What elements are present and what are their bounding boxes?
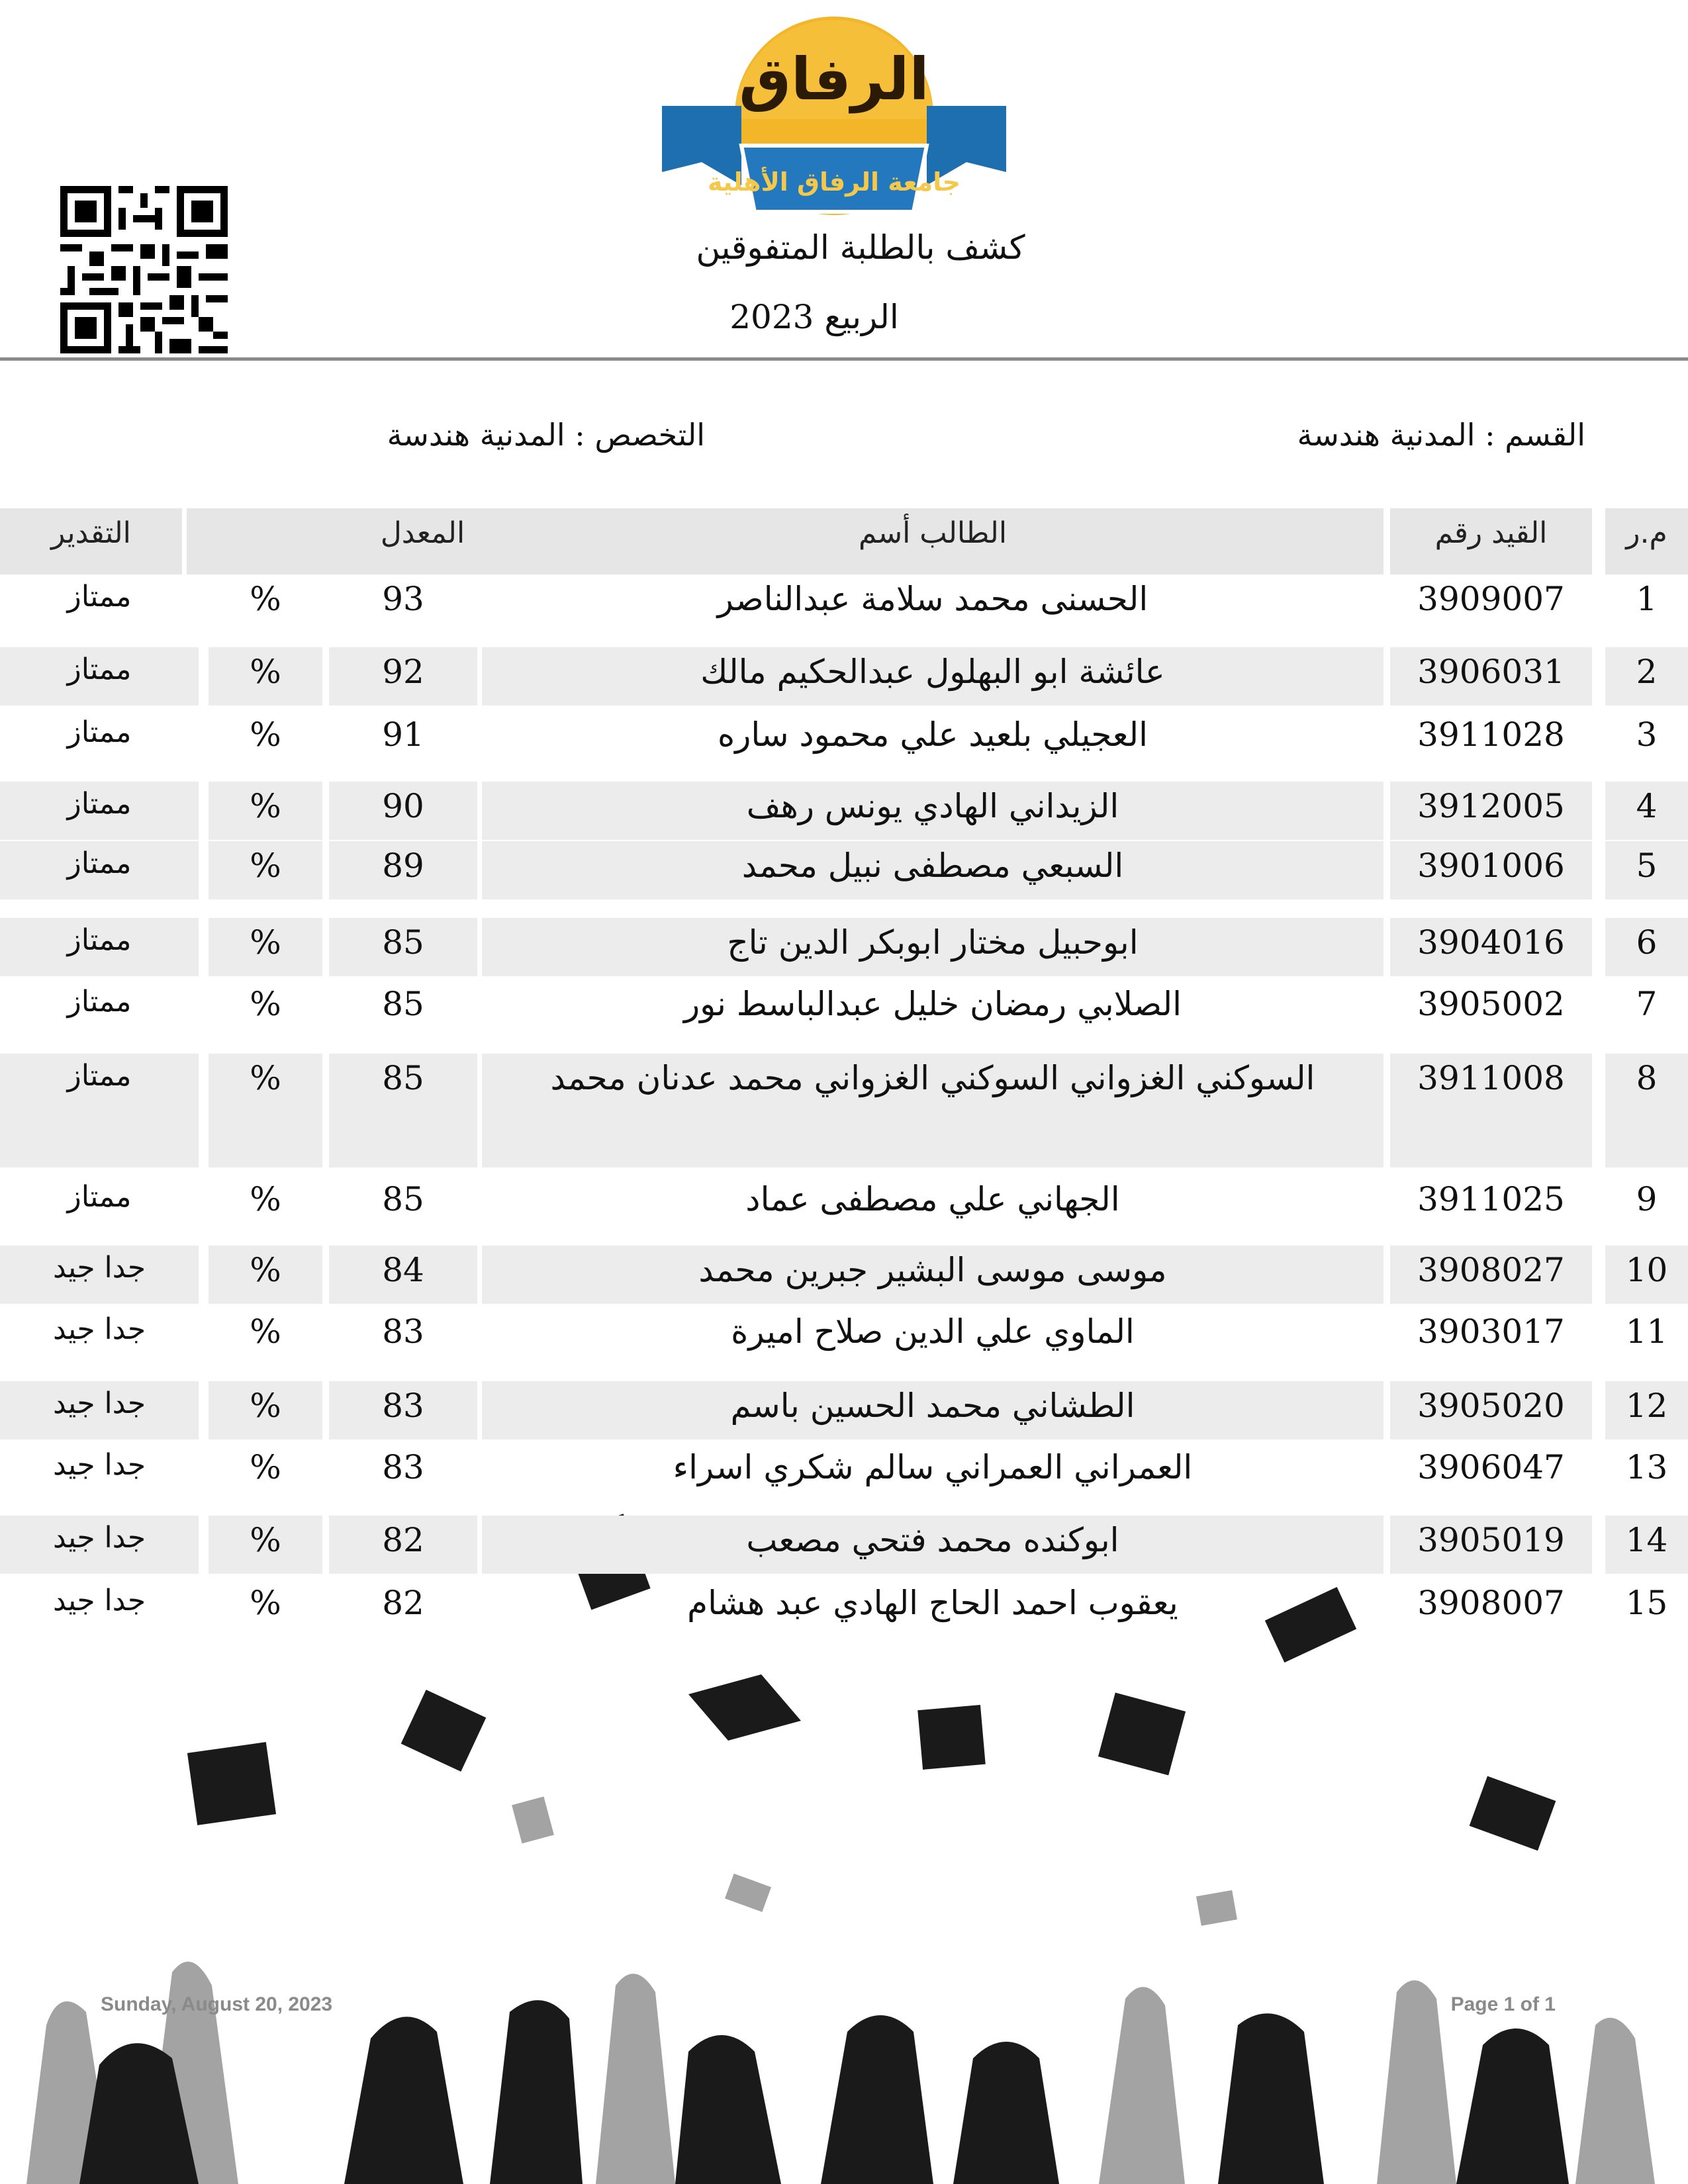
average-value: 91: [382, 715, 424, 754]
column-header-average: المعدل: [187, 508, 659, 574]
percent-sign: %: [209, 1054, 322, 1167]
student-id: 3905002: [1417, 985, 1565, 1023]
footer-page-number: Page 1 of 1: [1450, 1993, 1556, 2015]
average-value: 89: [329, 841, 477, 899]
student-id: 3901006: [1390, 841, 1592, 899]
student-name: الماوي علي الدين صلاح اميرة: [731, 1312, 1135, 1351]
percent-sign: %: [250, 1584, 281, 1622]
student-name: السبعي مصطفى نبيل محمد: [482, 841, 1383, 899]
row-number: 10: [1605, 1246, 1688, 1304]
percent-sign: %: [209, 1246, 322, 1304]
grade: ممتاز: [0, 647, 199, 705]
percent-sign: %: [250, 715, 281, 754]
table-row: [0, 1307, 1688, 1370]
row-number: 8: [1605, 1054, 1688, 1167]
grade: جدا جيد: [52, 1448, 146, 1482]
student-name: موسى موسى البشير جبرين محمد: [482, 1246, 1383, 1304]
grade: ممتاز: [0, 918, 199, 976]
footer-date: Sunday, August 20, 2023: [101, 1993, 333, 2015]
grade: جدا جيد: [0, 1246, 199, 1304]
row-number: 1: [1636, 580, 1658, 618]
average-value: 82: [329, 1516, 477, 1574]
student-id: 3906047: [1417, 1448, 1565, 1486]
average-value: 93: [382, 580, 424, 618]
student-name: يعقوب احمد الحاج الهادي عبد هشام: [687, 1584, 1178, 1622]
student-id: 3911025: [1417, 1180, 1565, 1218]
table-header-row: [0, 508, 1688, 574]
column-header-grade: التقدير: [0, 508, 182, 574]
student-id: 3906031: [1390, 647, 1592, 705]
average-value: 85: [382, 985, 424, 1023]
university-logo: [662, 7, 1006, 225]
student-name: الحسنى محمد سلامة عبدالناصر: [717, 580, 1149, 618]
row-number: 2: [1605, 647, 1688, 705]
table-row: [0, 1516, 1688, 1574]
student-name: عائشة ابو البهلول عبدالحكيم مالك: [482, 647, 1383, 705]
table-row: [0, 1381, 1688, 1439]
percent-sign: %: [209, 647, 322, 705]
row-number: 13: [1625, 1448, 1668, 1486]
column-header-name: الطالب أسم: [482, 508, 1383, 574]
report-term: الربيع 2023: [729, 298, 899, 336]
student-name: السوكني الغزواني السوكني الغزواني محمد عدنان محمد: [482, 1054, 1383, 1167]
grade: ممتاز: [0, 1054, 199, 1167]
student-name: الجهاني علي مصطفى عماد: [745, 1180, 1120, 1218]
grade: جدا جيد: [52, 1584, 146, 1617]
logo-name: الرفاق: [739, 45, 929, 113]
average-value: 84: [329, 1246, 477, 1304]
percent-sign: %: [209, 841, 322, 899]
grade: ممتاز: [0, 841, 199, 899]
percent-sign: %: [209, 782, 322, 840]
grade: ممتاز: [67, 580, 132, 614]
student-id: 3909007: [1417, 580, 1565, 618]
student-name: ابوكنده محمد فتحي مصعب: [482, 1516, 1383, 1574]
average-value: 82: [382, 1584, 424, 1622]
percent-sign: %: [250, 1448, 281, 1486]
header-divider: [0, 357, 1688, 361]
table-row: [0, 1054, 1688, 1167]
percent-sign: %: [209, 1381, 322, 1439]
percent-sign: %: [209, 918, 322, 976]
table-row: [0, 918, 1688, 976]
table-row: [0, 1246, 1688, 1304]
table-row: [0, 710, 1688, 773]
average-value: 83: [382, 1448, 424, 1486]
table-row: [0, 1443, 1688, 1506]
percent-sign: %: [250, 1180, 281, 1218]
row-number: 4: [1605, 782, 1688, 840]
logo-banner-text: جامعة الرفاق الأهلية: [708, 167, 961, 197]
table-row: [0, 979, 1688, 1042]
row-number: 9: [1636, 1180, 1658, 1218]
grade: ممتاز: [67, 985, 132, 1019]
student-id: 3911008: [1390, 1054, 1592, 1167]
student-name: الزيداني الهادي يونس رهف: [482, 782, 1383, 840]
percent-sign: %: [250, 985, 281, 1023]
student-name: العمراني العمراني سالم شكري اسراء: [673, 1448, 1193, 1486]
average-value: 92: [329, 647, 477, 705]
grade: جدا جيد: [52, 1312, 146, 1346]
student-id: 3908007: [1417, 1584, 1565, 1622]
student-id: 3905019: [1390, 1516, 1592, 1574]
department-label: القسم : المدنية هندسة: [1297, 417, 1585, 453]
row-number: 14: [1605, 1516, 1688, 1574]
student-id: 3903017: [1417, 1312, 1565, 1351]
row-number: 5: [1605, 841, 1688, 899]
row-number: 15: [1625, 1584, 1668, 1622]
row-number: 11: [1625, 1312, 1668, 1351]
percent-sign: %: [209, 1516, 322, 1574]
row-number: 12: [1605, 1381, 1688, 1439]
row-number: 3: [1636, 715, 1658, 754]
grade: ممتاز: [67, 715, 132, 749]
grade: ممتاز: [0, 782, 199, 840]
row-number: 6: [1605, 918, 1688, 976]
student-name: العجيلي بلعيد علي محمود ساره: [718, 715, 1148, 754]
table-row: [0, 782, 1688, 840]
grade: جدا جيد: [0, 1516, 199, 1574]
student-name: الصلابي رمضان خليل عبدالباسط نور: [683, 985, 1182, 1023]
average-value: 85: [382, 1180, 424, 1218]
column-header-id: القيد رقم: [1390, 508, 1592, 574]
average-value: 90: [329, 782, 477, 840]
student-id: 3905020: [1390, 1381, 1592, 1439]
table-row: [0, 1578, 1688, 1641]
student-name: الطشاني محمد الحسين باسم: [482, 1381, 1383, 1439]
report-title: كشف بالطلبة المتفوقين: [696, 228, 1025, 267]
specialization-label: التخصص : المدنية هندسة: [387, 417, 705, 453]
percent-sign: %: [250, 580, 281, 618]
average-value: 83: [329, 1381, 477, 1439]
percent-sign: %: [250, 1312, 281, 1351]
column-header-no: م.ر: [1605, 508, 1688, 574]
average-value: 85: [329, 1054, 477, 1167]
table-row: [0, 841, 1688, 899]
student-id: 3908027: [1390, 1246, 1592, 1304]
student-id: 3904016: [1390, 918, 1592, 976]
grade: ممتاز: [67, 1180, 132, 1214]
student-name: ابوحبيل مختار ابوبكر الدين تاج: [482, 918, 1383, 976]
student-id: 3911028: [1417, 715, 1565, 754]
table-row: [0, 574, 1688, 641]
table-row: [0, 1175, 1688, 1241]
row-number: 7: [1636, 985, 1658, 1023]
average-value: 83: [382, 1312, 424, 1351]
qr-code-icon: [53, 179, 235, 361]
average-value: 85: [329, 918, 477, 976]
grade: جدا جيد: [0, 1381, 199, 1439]
table-row: [0, 647, 1688, 705]
student-id: 3912005: [1390, 782, 1592, 840]
